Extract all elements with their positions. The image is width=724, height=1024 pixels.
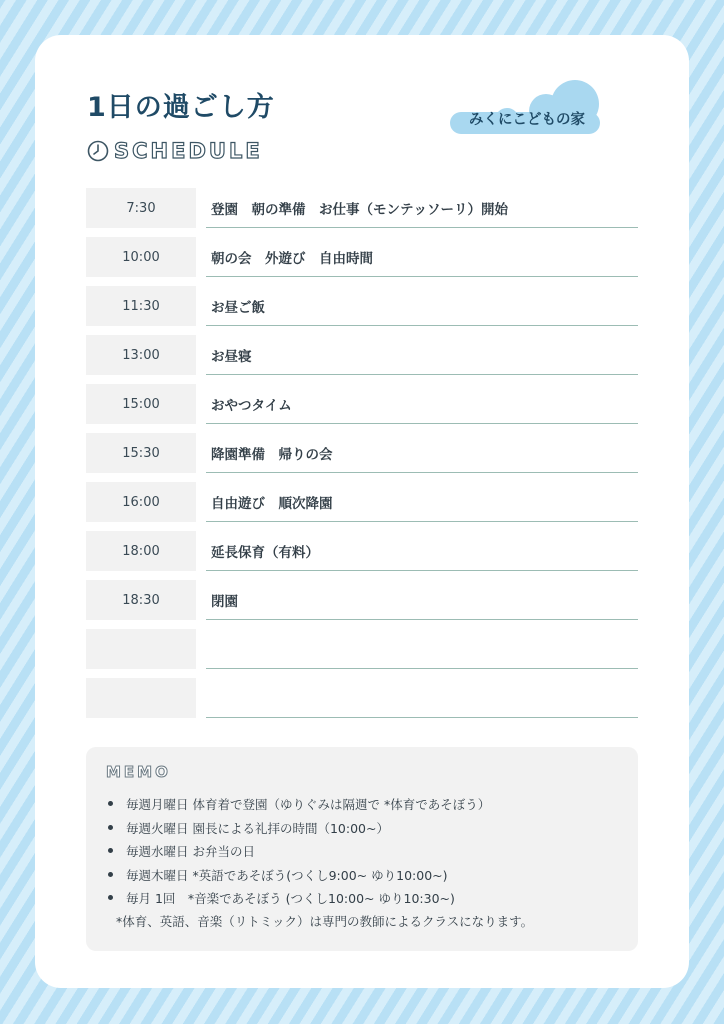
schedule-card [35, 35, 689, 988]
activity-cell: お昼寝 [206, 335, 638, 375]
school-name: みくにこどもの家 [469, 112, 585, 128]
time-cell [86, 629, 196, 669]
time-cell: 10:00 [86, 237, 196, 277]
activity-cell: おやつタイム [206, 384, 638, 424]
activity-cell: 登園 朝の準備 お仕事（モンテッソーリ）開始 [206, 188, 638, 228]
time-cell: 18:30 [86, 580, 196, 620]
time-cell [86, 678, 196, 718]
memo-item: 毎週月曜日 体育着で登園（ゆりぐみは隔週で *体育であそぼう） [106, 795, 490, 819]
clock-icon [87, 140, 109, 162]
memo-item: 毎週火曜日 園長による礼拝の時間（10:00~） [106, 819, 490, 843]
activity-cell: 延長保育（有料） [206, 531, 638, 571]
memo-item: 毎月 1回 *音楽であそぼう (つくし10:00~ ゆり10:30~) [106, 889, 490, 913]
schedule-table [86, 188, 638, 727]
schedule-row [86, 482, 638, 531]
time-cell: 13:00 [86, 335, 196, 375]
activity-cell: 降園準備 帰りの会 [206, 433, 638, 473]
subtitle-text: SCHEDULE [114, 139, 263, 163]
time-cell: 15:00 [86, 384, 196, 424]
schedule-row [86, 531, 638, 580]
schedule-row [86, 335, 638, 384]
activity-cell: 朝の会 外遊び 自由時間 [206, 237, 638, 277]
schedule-row [86, 384, 638, 433]
schedule-row [86, 629, 638, 678]
schedule-row [86, 188, 638, 237]
schedule-subtitle [87, 139, 263, 163]
schedule-row [86, 678, 638, 727]
activity-cell [206, 629, 638, 669]
memo-item: 毎週木曜日 *英語であそぼう(つくし9:00~ ゆり10:00~) [106, 866, 490, 890]
memo-title: MEMO [106, 763, 171, 781]
cloud-badge [445, 78, 605, 140]
schedule-row [86, 286, 638, 335]
time-cell: 18:00 [86, 531, 196, 571]
page-title: 1日の過ごし方 [87, 92, 275, 123]
memo-list [106, 795, 490, 913]
schedule-row [86, 433, 638, 482]
time-cell: 11:30 [86, 286, 196, 326]
memo-box [86, 747, 638, 951]
schedule-row [86, 237, 638, 286]
memo-note: *体育、英語、音楽（リトミック）は専門の教師によるクラスになります。 [116, 914, 534, 929]
time-cell: 15:30 [86, 433, 196, 473]
activity-cell: 自由遊び 順次降園 [206, 482, 638, 522]
memo-item: 毎週水曜日 お弁当の日 [106, 842, 490, 866]
time-cell: 16:00 [86, 482, 196, 522]
schedule-row [86, 580, 638, 629]
activity-cell [206, 678, 638, 718]
time-cell: 7:30 [86, 188, 196, 228]
activity-cell: 閉園 [206, 580, 638, 620]
activity-cell: お昼ご飯 [206, 286, 638, 326]
